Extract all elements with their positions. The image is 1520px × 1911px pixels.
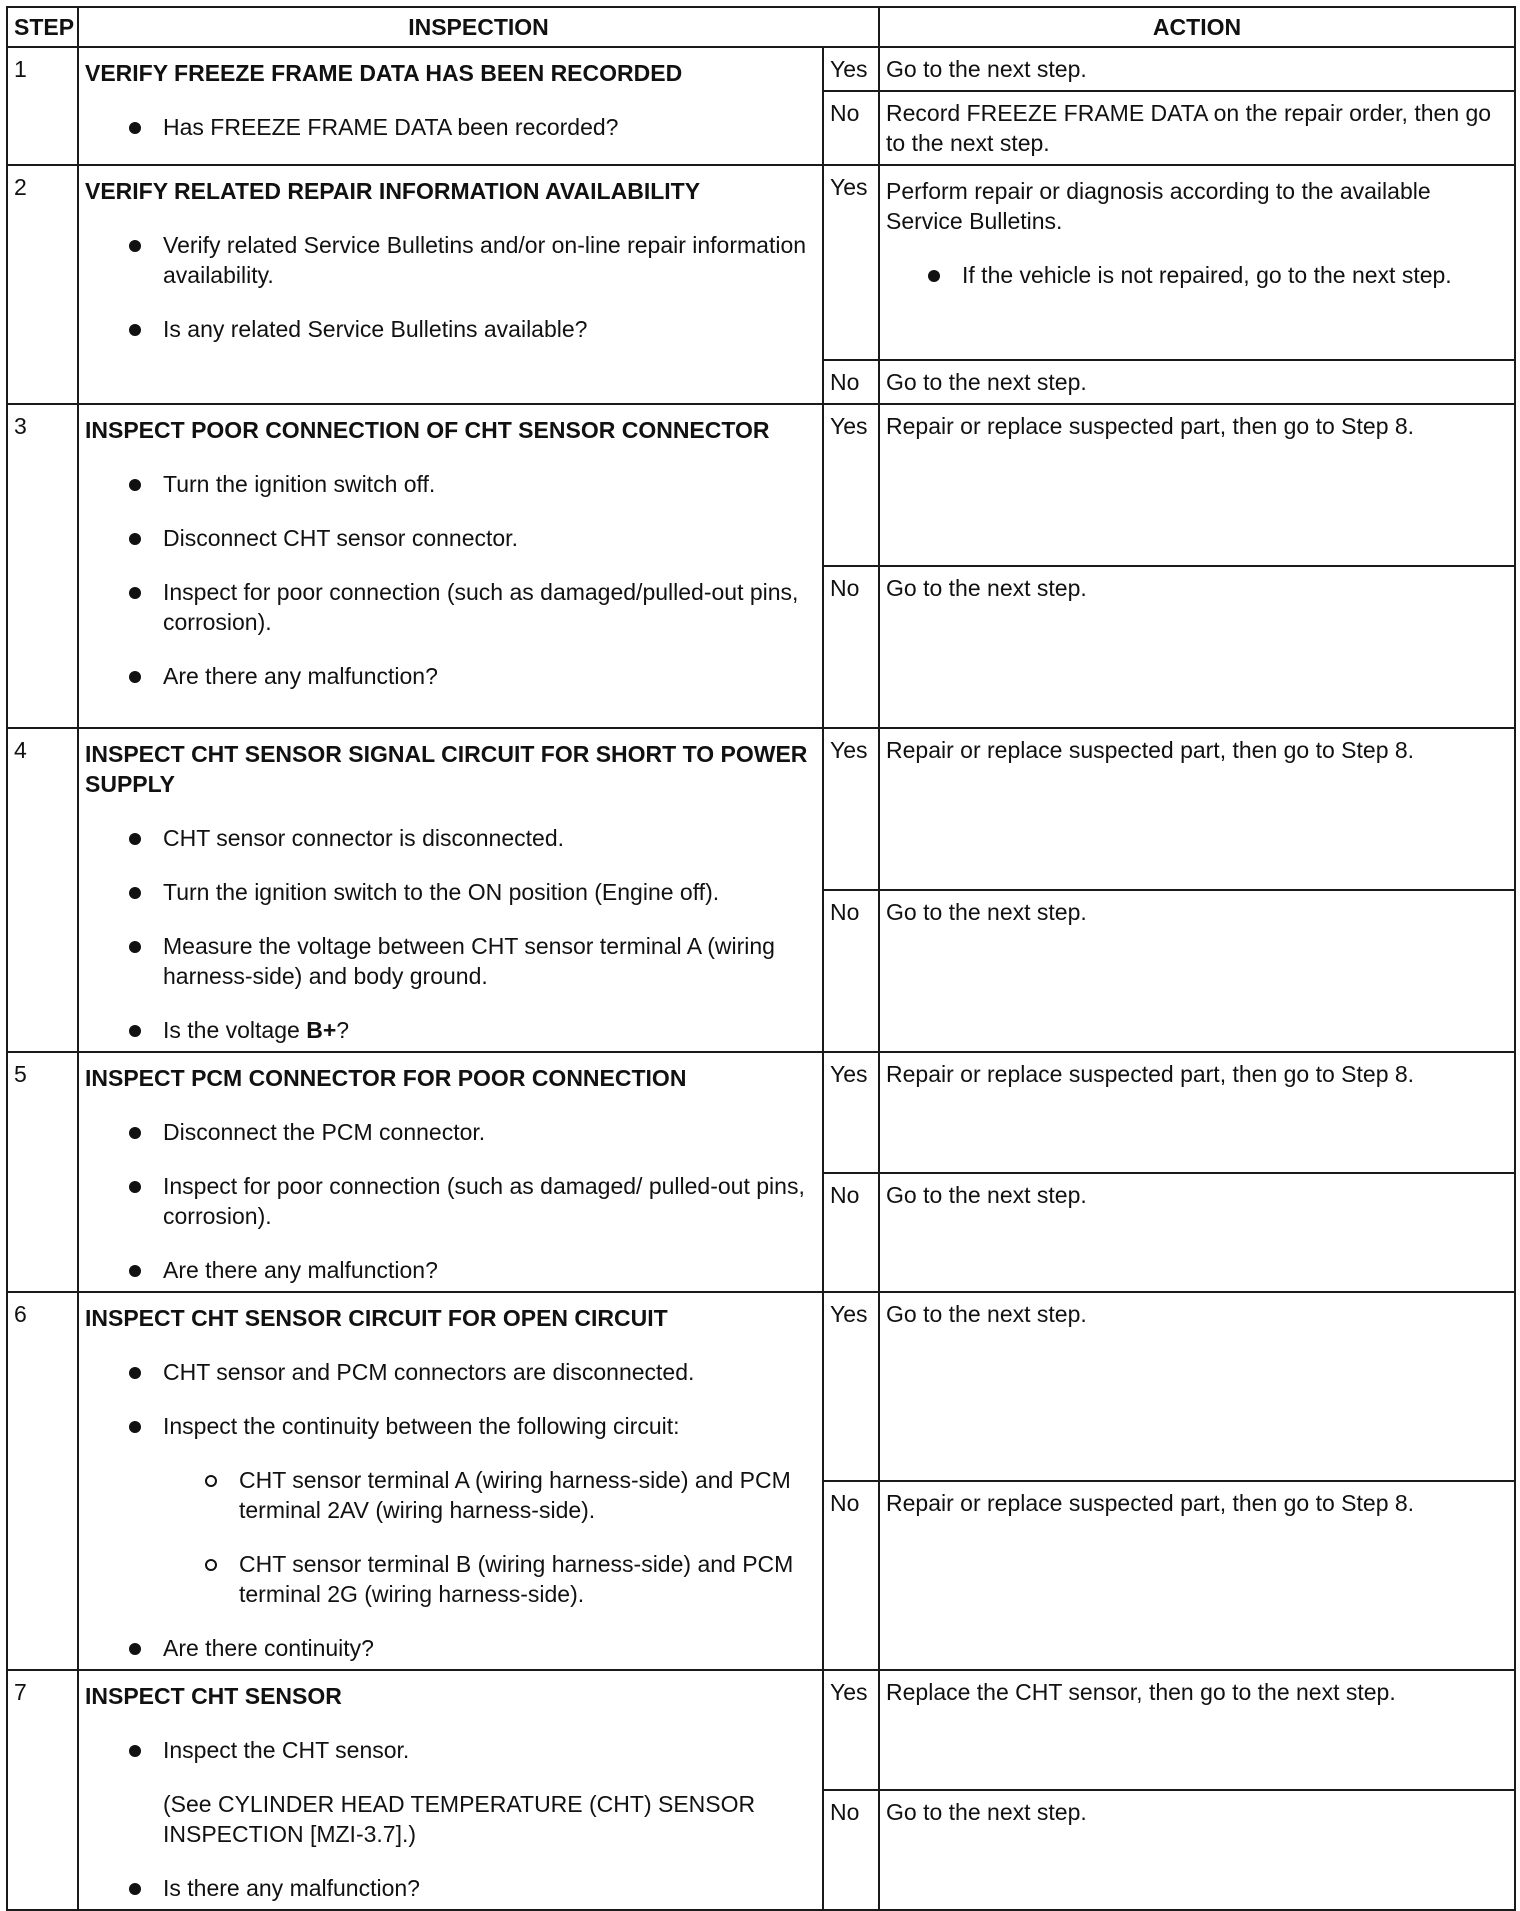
step-inspection <box>78 1052 823 1292</box>
no-action: Go to the next step. <box>879 890 1515 1052</box>
yes-label: Yes <box>823 1292 879 1481</box>
inspection-bullet <box>85 1015 816 1045</box>
step-6-yes-row <box>7 1292 1515 1481</box>
no-label: No <box>823 1173 879 1293</box>
inspection-bullet: Turn the ignition switch off. <box>85 469 816 499</box>
header-row <box>7 7 1515 47</box>
no-label: No <box>823 360 879 404</box>
inspection-bullet: Disconnect the PCM connector. <box>85 1117 816 1147</box>
yes-action: Replace the CHT sensor, then go to the next step. <box>879 1670 1515 1790</box>
step-number: 6 <box>7 1292 78 1670</box>
inspection-bullet: Measure the voltage between CHT sensor terminal A (wiring harness-side) and body ground. <box>85 931 816 991</box>
yes-label: Yes <box>823 47 879 91</box>
reference-note: (See CYLINDER HEAD TEMPERATURE (CHT) SENSOR INSPECTION [MZI-3.7].) <box>163 1791 756 1847</box>
yes-label: Yes <box>823 1670 879 1790</box>
step-number: 3 <box>7 404 78 728</box>
step-inspection <box>78 47 823 165</box>
no-label: No <box>823 890 879 1052</box>
step-title: INSPECT CHT SENSOR <box>85 1683 342 1709</box>
no-action: Repair or replace suspected part, then go to Step 8. <box>879 1481 1515 1670</box>
yes-action: Repair or replace suspected part, then go to Step 8. <box>879 404 1515 566</box>
step-title: INSPECT POOR CONNECTION OF CHT SENSOR CONNECTOR <box>85 417 770 443</box>
header-inspection: INSPECTION <box>78 7 879 47</box>
no-label: No <box>823 1481 879 1670</box>
step-7-yes-row <box>7 1670 1515 1790</box>
bullet-text: Is the voltage <box>163 1017 307 1043</box>
no-label: No <box>823 91 879 165</box>
no-label: No <box>823 1790 879 1910</box>
inspection-bullet: Is there any malfunction? <box>85 1873 816 1903</box>
step-inspection <box>78 1292 823 1670</box>
action-bullet: If the vehicle is not repaired, go to the next step. <box>886 260 1508 290</box>
yes-label: Yes <box>823 165 879 360</box>
no-action: Go to the next step. <box>879 1790 1515 1910</box>
step-title: INSPECT PCM CONNECTOR FOR POOR CONNECTION <box>85 1065 687 1091</box>
inspection-bullet: Verify related Service Bulletins and/or on-line repair information availability. <box>85 230 816 290</box>
no-action: Go to the next step. <box>879 566 1515 728</box>
step-inspection <box>78 728 823 1052</box>
step-3-yes-row <box>7 404 1515 566</box>
yes-action: Go to the next step. <box>879 1292 1515 1481</box>
inspection-bullet: CHT sensor connector is disconnected. <box>85 823 816 853</box>
inspection-sub-bullet: CHT sensor terminal A (wiring harness-side) and PCM terminal 2AV (wiring harness-side). <box>85 1465 816 1525</box>
inspection-bullet: Turn the ignition switch to the ON position (Engine off). <box>85 877 816 907</box>
yes-action-text: Perform repair or diagnosis according to the available Service Bulletins. <box>886 178 1431 234</box>
inspection-bullet: Disconnect CHT sensor connector. <box>85 523 816 553</box>
no-label: No <box>823 566 879 728</box>
inspection-bullet: Inspect for poor connection (such as damaged/ pulled-out pins, corrosion). <box>85 1171 816 1231</box>
step-title: VERIFY FREEZE FRAME DATA HAS BEEN RECORDED <box>85 60 683 86</box>
inspection-bullet: Has FREEZE FRAME DATA been recorded? <box>85 112 816 142</box>
step-inspection <box>78 404 823 728</box>
yes-label: Yes <box>823 404 879 566</box>
step-number: 4 <box>7 728 78 1052</box>
step-number: 7 <box>7 1670 78 1910</box>
yes-action <box>879 165 1515 360</box>
step-inspection <box>78 1670 823 1910</box>
step-title: VERIFY RELATED REPAIR INFORMATION AVAILABILITY <box>85 178 701 204</box>
no-action: Go to the next step. <box>879 1173 1515 1293</box>
step-number: 5 <box>7 1052 78 1292</box>
yes-action: Repair or replace suspected part, then go to Step 8. <box>879 728 1515 890</box>
inspection-bullet: CHT sensor and PCM connectors are disconnected. <box>85 1357 816 1387</box>
step-title: INSPECT CHT SENSOR CIRCUIT FOR OPEN CIRCUIT <box>85 1305 668 1331</box>
yes-action: Go to the next step. <box>879 47 1515 91</box>
step-4-yes-row <box>7 728 1515 890</box>
step-number: 2 <box>7 165 78 404</box>
inspection-bullet: Inspect the CHT sensor. <box>85 1735 816 1765</box>
bullet-text: ? <box>336 1017 350 1043</box>
no-action: Go to the next step. <box>879 360 1515 404</box>
inspection-bullet: Is any related Service Bulletins available? <box>85 314 816 344</box>
yes-action: Repair or replace suspected part, then go to Step 8. <box>879 1052 1515 1173</box>
no-action: Record FREEZE FRAME DATA on the repair order, then go to the next step. <box>879 91 1515 165</box>
step-5-yes-row <box>7 1052 1515 1173</box>
voltage-value: B+ <box>306 1017 337 1043</box>
yes-label: Yes <box>823 728 879 890</box>
inspection-bullet: Inspect the continuity between the following circuit: <box>85 1411 816 1441</box>
diagnostic-procedure-table <box>6 6 1516 1911</box>
step-number: 1 <box>7 47 78 165</box>
inspection-bullet: Are there any malfunction? <box>85 1255 816 1285</box>
inspection-bullet: Inspect for poor connection (such as damaged/pulled-out pins, corrosion). <box>85 577 816 637</box>
step-title: INSPECT CHT SENSOR SIGNAL CIRCUIT FOR SHORT TO POWER SUPPLY <box>85 741 808 797</box>
header-action: ACTION <box>879 7 1515 47</box>
step-2-yes-row <box>7 165 1515 360</box>
yes-label: Yes <box>823 1052 879 1173</box>
step-1-yes-row <box>7 47 1515 91</box>
inspection-bullet: Are there any malfunction? <box>85 661 816 691</box>
step-inspection <box>78 165 823 404</box>
header-step: STEP <box>7 7 78 47</box>
inspection-sub-bullet: CHT sensor terminal B (wiring harness-side) and PCM terminal 2G (wiring harness-side). <box>85 1549 816 1609</box>
inspection-bullet: Are there continuity? <box>85 1633 816 1663</box>
